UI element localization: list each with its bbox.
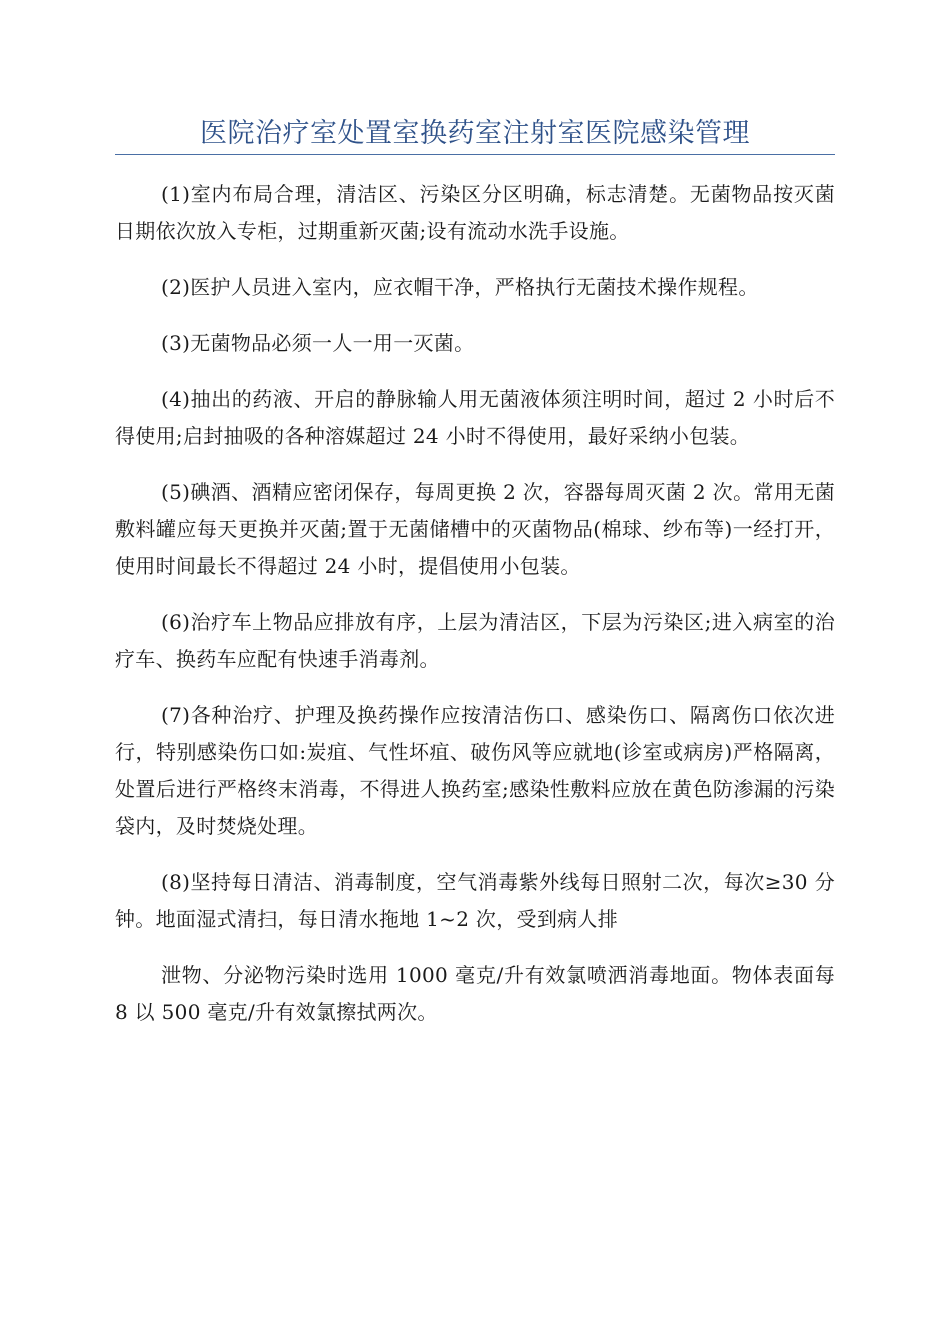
paragraph-1: (1)室内布局合理，清洁区、污染区分区明确，标志清楚。无菌物品按灭菌日期依次放入专柜，过期重新灭菌;设有流动水洗手设施。 <box>115 182 835 243</box>
paragraph-2: (2)医护人员进入室内，应衣帽干净，严格执行无菌技术操作规程。 <box>161 275 759 299</box>
title-underline <box>115 154 835 155</box>
paragraph-6: (6)治疗车上物品应排放有序，上层为清洁区，下层为污染区;进入病室的治疗车、换药车应配有快速手消毒剂。 <box>115 610 835 671</box>
paragraph-9: 泄物、分泌物污染时选用 1000 毫克/升有效氯喷洒消毒地面。物体表面每 8 以 500 毫克/升有效氯擦拭两次。 <box>115 963 835 1024</box>
paragraph-4: (4)抽出的药液、开启的静脉输人用无菌液体须注明时间，超过 2 小时后不得使用;启封抽吸的各种溶媒超过 24 小时不得使用，最好采纳小包装。 <box>115 387 835 448</box>
page-title: 医院治疗室处置室换药室注射室医院感染管理 <box>200 118 750 149</box>
paragraph-8: (8)坚持每日清洁、消毒制度，空气消毒紫外线每日照射二次，每次≥30 分钟。地面湿式清扫，每日清水拖地 1~2 次，受到病人排 <box>115 870 835 931</box>
paragraph-3: (3)无菌物品必须一人一用一灭菌。 <box>161 331 475 355</box>
paragraph-5: (5)碘酒、酒精应密闭保存，每周更换 2 次，容器每周灭菌 2 次。常用无菌敷料罐应每天更换并灭菌;置于无菌储槽中的灭菌物品(棉球、纱布等)一经打开，使用时间最长不得超过 24 小时，提倡使用小包装。 <box>115 480 835 578</box>
paragraph-7: (7)各种治疗、护理及换药操作应按清洁伤口、感染伤口、隔离伤口依次进行，特别感染伤口如:炭疽、气性坏疽、破伤风等应就地(诊室或病房)严格隔离，处置后进行严格终末消毒，不得进人换药室;感染性敷料应放在黄色防渗漏的污染袋内，及时焚烧处理。 <box>115 703 835 838</box>
document-body <box>115 176 835 1050</box>
